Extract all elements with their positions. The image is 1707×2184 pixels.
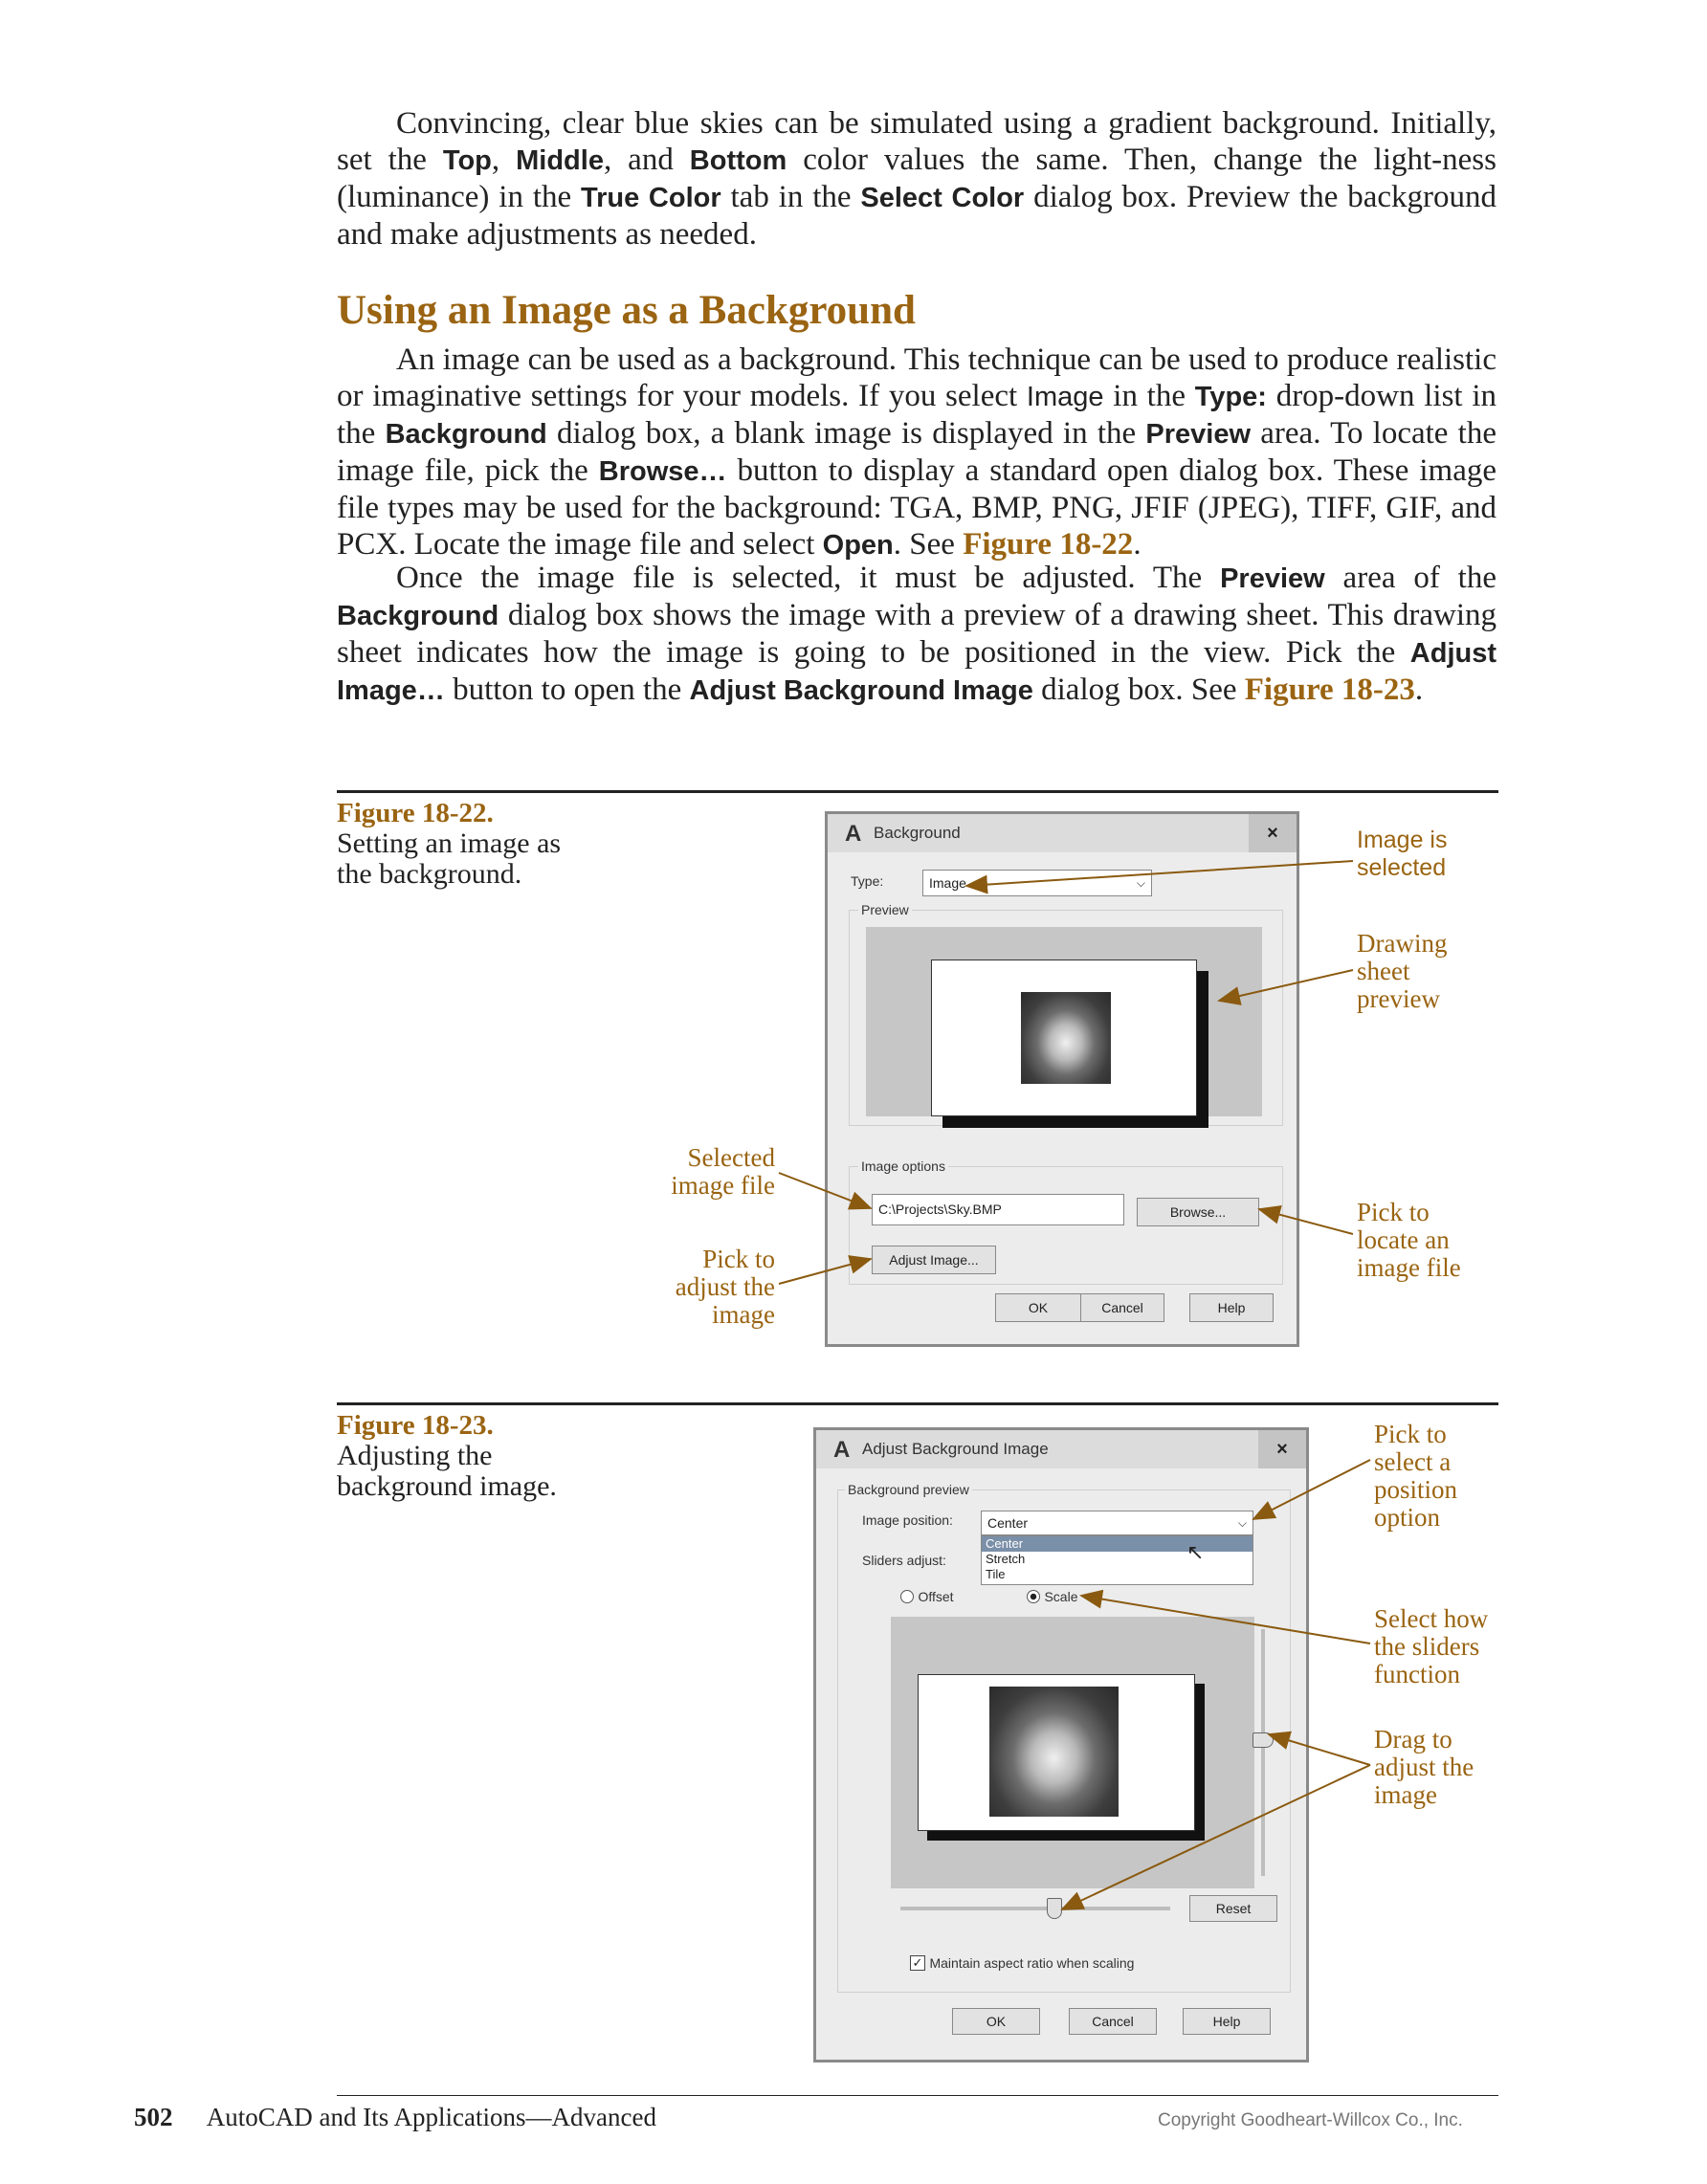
drawing-sheet-preview [931, 960, 1197, 1116]
image-options-label: Image options [858, 1158, 948, 1174]
vertical-slider-track[interactable] [1261, 1629, 1265, 1876]
figure-ref-link[interactable]: Figure 18-23 [1244, 673, 1415, 707]
callout-pick-adjust: Pick to adjust the image [675, 1245, 775, 1329]
callout-position-option: Pick to select a position option [1374, 1420, 1458, 1532]
adjust-image-button[interactable]: Adjust Image... [872, 1246, 996, 1274]
image-position-label: Image position: [862, 1512, 953, 1528]
paragraph-adjust: Once the image file is selected, it must be adjusted. The Preview area of the Background dialog box shows the image with a preview of a drawing sheet. This drawing sheet indicates how the image is going to be positioned in the view. Pick the Adjust Image… button to open the Adjust Background Image dialog box. See Figure 18-23. [337, 561, 1496, 707]
background-preview-label: Background preview [845, 1482, 972, 1497]
preview-area [891, 1617, 1254, 1888]
paragraph-image-bg: An image can be used as a background. This technique can be used to produce realistic or imaginative settings for your models. If you select Image in the Type: drop-down list in the Background dialog box, a blank image is displayed in the Preview area. To locate the image file, pick the Browse… button to display a standard open dialog box. These image file types may be used for the background: TGA, BMP, PNG, JFIF (JPEG), TIFF, GIF, and PCX. Locate the image file and select Open. See Figure 18-22. [337, 342, 1497, 562]
dialog-title: Adjust Background Image [862, 1440, 1049, 1458]
cancel-button[interactable]: Cancel [1080, 1293, 1164, 1322]
drawing-sheet-preview [918, 1674, 1195, 1831]
preview-label: Preview [858, 902, 912, 917]
horizontal-slider-thumb[interactable] [1047, 1898, 1062, 1919]
callout-selected-file: Selected image file [671, 1143, 775, 1200]
help-button[interactable]: Help [1183, 2008, 1271, 2035]
chevron-down-icon: ⌵ [1136, 876, 1145, 890]
callout-sliders-function: Select how the sliders function [1374, 1604, 1489, 1688]
reset-button[interactable]: Reset [1189, 1895, 1277, 1922]
footer-rule [337, 2095, 1498, 2096]
scale-radio[interactable]: Scale [1027, 1588, 1077, 1605]
ok-button[interactable]: OK [995, 1293, 1081, 1322]
option-tile[interactable]: Tile [986, 1567, 1006, 1581]
section-heading: Using an Image as a Background [337, 288, 916, 333]
figure-rule [337, 790, 1498, 793]
close-button[interactable]: × [1258, 1430, 1306, 1468]
footer-left [134, 2103, 656, 2132]
close-button[interactable]: × [1249, 814, 1297, 852]
sky-image [1021, 992, 1111, 1084]
image-path-field[interactable]: C:\Projects\Sky.BMP [872, 1194, 1124, 1225]
paragraph-gradient: Convincing, clear blue skies can be simulated using a gradient background. Initially, set the Top, Middle, and Bottom color values the same. Then, change the light-ness (luminance) in the True Color tab in the Select Color dialog box. Preview the background and make adjustments as needed. [337, 106, 1496, 252]
help-button[interactable]: Help [1189, 1293, 1274, 1322]
vertical-slider-thumb[interactable] [1253, 1732, 1274, 1748]
cancel-button[interactable]: Cancel [1069, 2008, 1157, 2035]
callout-pick-locate: Pick to locate an image file [1357, 1198, 1461, 1282]
dialog-title: Background [874, 824, 961, 842]
callout-image-selected: Image is selected [1357, 827, 1448, 881]
figure-label: Figure 18-22. [337, 798, 494, 828]
page-number: 502 [134, 2103, 173, 2131]
checkbox-checked-icon: ✓ [910, 1955, 925, 1971]
ok-button[interactable]: OK [952, 2008, 1040, 2035]
radio-selected-icon [1027, 1590, 1040, 1603]
type-select[interactable]: Image ⌵ [922, 870, 1152, 896]
sliders-adjust-label: Sliders adjust: [862, 1553, 946, 1568]
book-title: AutoCAD and Its Applications—Advanced [206, 2103, 656, 2131]
chevron-down-icon: ⌵ [1237, 1516, 1247, 1530]
maintain-aspect-checkbox[interactable]: ✓ Maintain aspect ratio when scaling [910, 1954, 1134, 1972]
radio-empty-icon [900, 1590, 914, 1603]
adjust-background-dialog [813, 1427, 1309, 2063]
type-label: Type: [851, 873, 884, 889]
autocad-logo-icon: A [845, 821, 862, 847]
browse-button[interactable]: Browse... [1137, 1198, 1259, 1226]
figure-caption-22: Figure 18-22. Setting an image as the background. [337, 798, 562, 890]
sky-image [989, 1687, 1119, 1817]
copyright: Copyright Goodheart-Willcox Co., Inc. [1158, 2110, 1463, 2130]
background-dialog [825, 811, 1299, 1347]
callout-drag-adjust: Drag to adjust the image [1374, 1725, 1474, 1809]
figure-label: Figure 18-23. [337, 1410, 494, 1441]
figure-rule [337, 1402, 1498, 1405]
image-position-select[interactable]: Center ⌵ [981, 1511, 1253, 1535]
preview-area [866, 927, 1262, 1116]
option-center[interactable]: Center [982, 1536, 1253, 1552]
callout-drawing-sheet: Drawing sheet preview [1357, 929, 1448, 1013]
mouse-cursor-icon: ↖ [1186, 1540, 1205, 1564]
figure-ref-link[interactable]: Figure 18-22 [963, 527, 1134, 562]
offset-radio[interactable]: Offset [900, 1588, 954, 1605]
title-bar [828, 814, 1297, 852]
image-position-dropdown [981, 1535, 1253, 1585]
title-bar [816, 1430, 1306, 1468]
figure-caption-23: Figure 18-23. Adjusting the background image. [337, 1410, 557, 1502]
horizontal-slider-track[interactable] [900, 1907, 1170, 1910]
option-stretch[interactable]: Stretch [986, 1552, 1026, 1566]
autocad-logo-icon: A [833, 1437, 851, 1463]
